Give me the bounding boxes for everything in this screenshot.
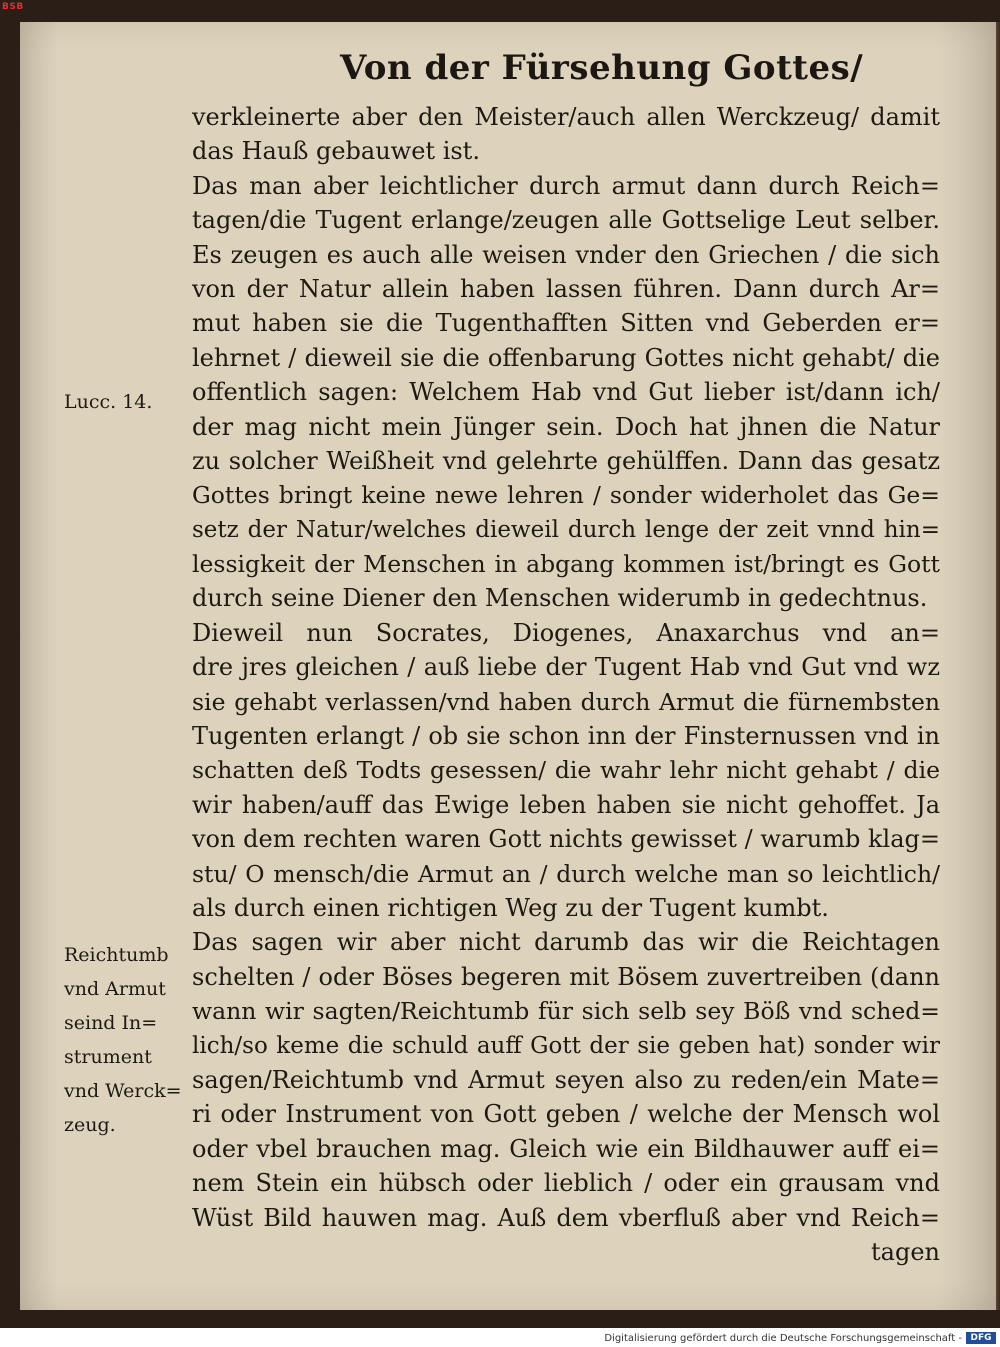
margin-note-line: vnd Armut xyxy=(64,978,166,1000)
text-line: zu solcher Weißheit vnd gelehrte gehülffen. Dann das gesatz xyxy=(192,446,940,475)
margin-note-reichtumb xyxy=(64,938,182,1142)
dfg-logo: DFG xyxy=(966,1332,996,1344)
text-line: Gottes bringt keine newe lehren / sonder widerholet das Ge= xyxy=(192,481,940,510)
text-line: ri oder Instrument von Gott geben / welche der Mensch wol xyxy=(192,1100,940,1129)
catchword: tagen xyxy=(871,1237,940,1266)
text-line: verkleinerte aber den Meister/auch allen Werckzeug/ damit xyxy=(192,103,940,131)
margin-note-line: vnd Werck= xyxy=(64,1080,182,1102)
text-line: von der Natur allein haben lassen führen. Dann durch Ar= xyxy=(192,274,940,303)
margin-note-luke: Lucc. 14. xyxy=(64,391,153,413)
text-line: sie gehabt verlassen/vnd haben durch Armut die fürnembsten xyxy=(192,687,940,716)
body-text xyxy=(192,100,940,1269)
text-line: Das sagen wir aber nicht darumb das wir die Reichtagen xyxy=(192,928,940,957)
footer-bar xyxy=(0,1330,1000,1347)
text-line: der mag nicht mein Jünger sein. Doch hat jhnen die Natur xyxy=(192,412,940,441)
text-line: schelten / oder Böses begeren mit Bösem zuvertreiben (dann xyxy=(192,962,940,991)
text-line: lehrnet / dieweil sie die offenbarung Gottes nicht gehabt/ die xyxy=(192,343,940,372)
margin-note-line: strument xyxy=(64,1046,152,1068)
text-line: oder vbel brauchen mag. Gleich wie ein Bildhauwer auff ei= xyxy=(192,1134,940,1163)
text-line: mut haben sie die Tugenthafften Sitten vnd Geberden er= xyxy=(192,309,940,338)
text-line: Tugenten erlangt / ob sie schon inn der Finsternussen vnd in xyxy=(192,722,940,751)
text-line: dre jres gleichen / auß liebe der Tugent Hab vnd Gut vnd wz xyxy=(192,653,940,682)
funding-credit: Digitalisierung gefördert durch die Deutsche Forschungsgemeinschaft - xyxy=(604,1333,962,1344)
bsb-watermark: BSB xyxy=(2,2,24,12)
margin-note-line: Reichtumb xyxy=(64,944,169,966)
text-line: wann wir sagten/Reichtumb für sich selb sey Böß vnd sched= xyxy=(192,997,940,1026)
text-line: stu/ O mensch/die Armut an / durch welche man so leichtlich/ xyxy=(192,859,940,888)
text-line: offentlich sagen: Welchem Hab vnd Gut lieber ist/dann ich/ xyxy=(192,378,940,407)
text-line: nem Stein ein hübsch oder lieblich / oder ein grausam vnd xyxy=(192,1169,940,1198)
text-line: das Hauß gebauwet ist. xyxy=(192,137,480,166)
text-line: sagen/Reichtumb vnd Armut seyen also zu reden/ein Mate= xyxy=(192,1065,940,1094)
text-line: tagen/die Tugent erlange/zeugen alle Gottselige Leut selber. xyxy=(192,206,940,235)
text-line: von dem rechten waren Gott nichts gewisset / warumb klag= xyxy=(192,825,940,854)
text-line: schatten deß Todts gesessen/ die wahr lehr nicht gehabt / die xyxy=(192,756,940,785)
text-line: Wüst Bild hauwen mag. Auß dem vberfluß aber vnd Reich= xyxy=(192,1203,940,1232)
text-line: Es zeugen es auch alle weisen vnder den Griechen / die sich xyxy=(192,240,940,269)
margin-note-line: zeug. xyxy=(64,1114,116,1136)
text-line: wir haben/auff das Ewige leben haben sie nicht gehoffet. Ja xyxy=(192,790,940,819)
text-line: als durch einen richtigen Weg zu der Tugent kumbt. xyxy=(192,893,829,922)
text-line: lessigkeit der Menschen in abgang kommen ist/bringt es Gott xyxy=(192,550,940,579)
text-line: lich/so keme die schuld auff Gott der sie geben hat) sonder wir xyxy=(192,1032,940,1059)
text-line: Dieweil nun Socrates, Diogenes, Anaxarchus vnd an= xyxy=(192,618,940,647)
margin-note-line: seind In= xyxy=(64,1012,158,1034)
running-head: Von der Fürsehung Gottes/ xyxy=(340,48,864,88)
text-line: durch seine Diener den Menschen widerumb in gedechtnus. xyxy=(192,584,928,613)
text-line: Das man aber leichtlicher durch armut dann durch Reich= xyxy=(192,171,940,200)
text-line: setz der Natur/welches dieweil durch lenge der zeit vnnd hin= xyxy=(192,516,940,543)
